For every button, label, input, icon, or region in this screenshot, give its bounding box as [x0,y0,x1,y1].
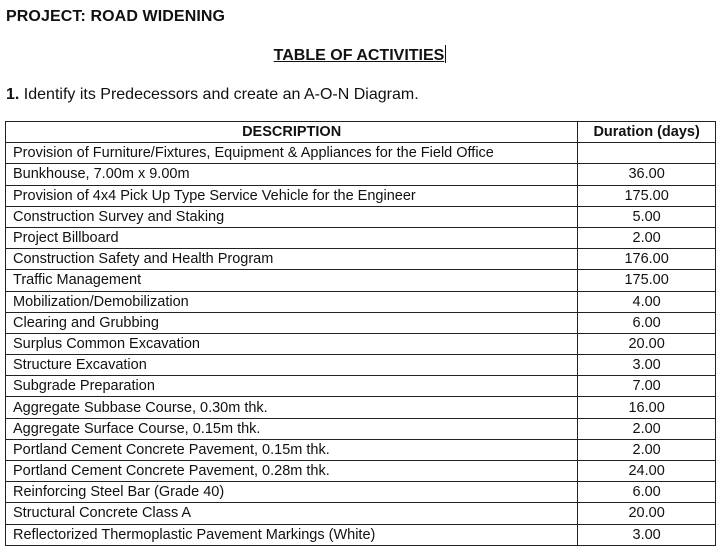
activity-description: Subgrade Preparation [6,376,578,397]
question-1 [6,86,419,104]
activity-description: Surplus Common Excavation [6,333,578,354]
table-row [6,143,716,164]
activity-description: Structure Excavation [6,355,578,376]
table-header-row [6,122,716,143]
activity-description: Mobilization/Demobilization [6,291,578,312]
table-row [6,185,716,206]
activity-duration: 7.00 [578,376,716,397]
activity-duration: 176.00 [578,249,716,270]
activity-description: Reinforcing Steel Bar (Grade 40) [6,482,578,503]
activity-description: Portland Cement Concrete Pavement, 0.28m thk. [6,461,578,482]
activity-duration: 3.00 [578,524,716,545]
question-number: 1. [6,86,20,103]
activity-description: Provision of Furniture/Fixtures, Equipment & Appliances for the Field Office [6,143,578,164]
activity-description: Traffic Management [6,270,578,291]
question-text: Identify its Predecessors and create an A-O-N Diagram. [23,86,419,103]
activity-duration: 2.00 [578,439,716,460]
activity-description: Reflectorized Thermoplastic Pavement Markings (White) [6,524,578,545]
activity-duration: 5.00 [578,206,716,227]
activity-duration: 6.00 [578,312,716,333]
activity-description: Provision of 4x4 Pick Up Type Service Vehicle for the Engineer [6,185,578,206]
table-heading-text: TABLE OF ACTIVITIES [273,47,445,64]
activity-duration: 3.00 [578,355,716,376]
activity-duration: 2.00 [578,227,716,248]
table-row [6,206,716,227]
activity-duration [578,143,716,164]
table-row [6,333,716,354]
table-row [6,270,716,291]
activity-duration: 24.00 [578,461,716,482]
table-row [6,291,716,312]
project-title: PROJECT: ROAD WIDENING [6,8,226,25]
activity-description: Construction Survey and Staking [6,206,578,227]
table-row [6,355,716,376]
table-row [6,227,716,248]
header-duration: Duration (days) [578,122,716,143]
table-row [6,376,716,397]
activity-duration: 2.00 [578,418,716,439]
table-row [6,397,716,418]
activity-duration: 20.00 [578,333,716,354]
activity-description: Portland Cement Concrete Pavement, 0.15m thk. [6,439,578,460]
table-heading [0,45,720,65]
activity-duration: 16.00 [578,397,716,418]
activity-duration: 175.00 [578,185,716,206]
table-row [6,249,716,270]
activity-description: Bunkhouse, 7.00m x 9.00m [6,164,578,185]
text-cursor [445,45,446,63]
table-row [6,482,716,503]
table-row [6,439,716,460]
activity-description: Aggregate Surface Course, 0.15m thk. [6,418,578,439]
activity-duration: 4.00 [578,291,716,312]
activity-duration: 20.00 [578,503,716,524]
activity-description: Clearing and Grubbing [6,312,578,333]
activity-description: Aggregate Subbase Course, 0.30m thk. [6,397,578,418]
table-row [6,503,716,524]
table-row [6,312,716,333]
activity-description: Project Billboard [6,227,578,248]
header-description: DESCRIPTION [6,122,578,143]
activity-description: Structural Concrete Class A [6,503,578,524]
activities-table [5,121,716,546]
activity-rows [6,143,716,546]
activity-description: Construction Safety and Health Program [6,249,578,270]
activity-duration: 36.00 [578,164,716,185]
table-row [6,461,716,482]
activity-duration: 175.00 [578,270,716,291]
table-row [6,164,716,185]
table-row [6,418,716,439]
activity-duration: 6.00 [578,482,716,503]
table-row [6,524,716,545]
